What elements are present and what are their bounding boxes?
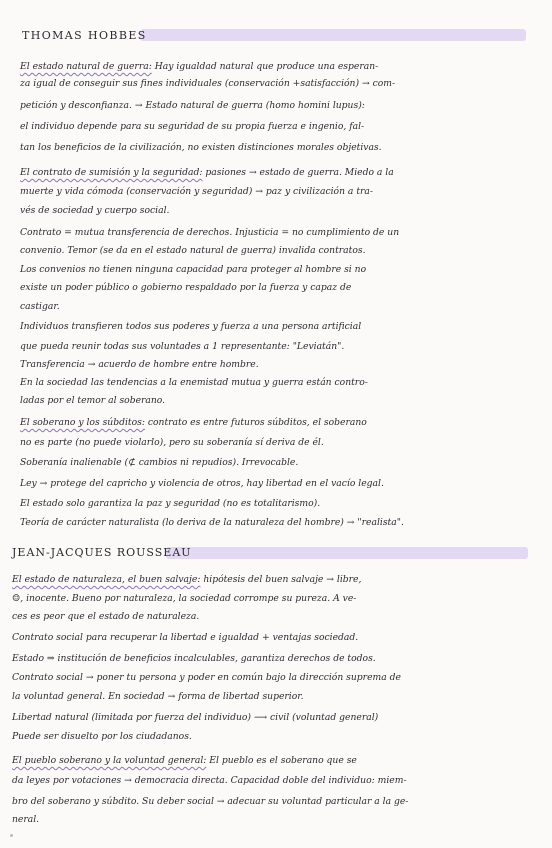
section-title-hobbes: THOMAS HOBBES (22, 29, 147, 42)
text-line: El estado solo garantiza la paz y seguridad (no es totalitarismo). (20, 498, 321, 509)
line-text: hipótesis del buen salvaje → libre, (200, 574, 362, 585)
text-line: el individuo depende para su seguridad de su propia fuerza e ingenio, fal- (20, 121, 365, 132)
page-dot (10, 834, 13, 837)
line-text: Hay igualdad natural que produce una esperan- (151, 61, 379, 72)
text-line: convenio. Temor (se da en el estado natural de guerra) invalida contratos. (20, 245, 366, 256)
text-line: Individuos transfieren todos sus poderes y fuerza a una persona artificial (20, 321, 362, 332)
text-line (20, 168, 538, 177)
title-highlight (166, 547, 528, 559)
text-line: Soberanía inalienable (⊄ cambios ni repudios). Irrevocable. (20, 457, 299, 468)
text-line: castigar. (20, 301, 60, 312)
text-line: Estado ⇒ institución de beneficios incalculables, garantiza derechos de todos. (12, 653, 376, 664)
text-line: En la sociedad las tendencias a la enemistad mutua y guerra están contro- (20, 377, 368, 388)
text-line: la voluntad general. En sociedad → forma de libertad superior. (12, 691, 304, 702)
text-line: za igual de conseguir sus fines individuales (conservación +satisfacción) → com- (20, 78, 396, 89)
section-title-rousseau: JEAN-JACQUES ROUSSEAU (12, 546, 192, 559)
text-line: Contrato social para recuperar la libertad e igualdad + ventajas sociedad. (12, 632, 359, 643)
subheading: El contrato de sumisión y la seguridad: (20, 167, 203, 178)
text-line: Contrato social → poner tu persona y poder en común bajo la dirección suprema de (12, 672, 401, 683)
line-text: El pueblo es el soberano que se (206, 755, 357, 766)
text-line: Transferencia → acuerdo de hombre entre hombre. (20, 359, 259, 370)
text-line (12, 575, 538, 584)
text-line: Contrato = mutua transferencia de derechos. Injusticia = no cumplimiento de un (20, 227, 400, 238)
text-line: tan los beneficios de la civilización, no existen distinciones morales objetivas. (20, 142, 382, 153)
text-line: da leyes por votaciones → democracia directa. Capacidad doble del individuo: miem- (12, 775, 407, 786)
text-line: neral. (12, 814, 40, 825)
text-line (12, 756, 538, 765)
subheading: El estado natural de guerra: (20, 61, 152, 72)
text-line: ☺, inocente. Bueno por naturaleza, la sociedad corrompe su pureza. A ve- (12, 593, 357, 604)
text-line: no es parte (no puede violarlo), pero su soberanía sí deriva de él. (20, 437, 324, 448)
text-line: petición y desconfianza. → Estado natural de guerra (homo homini lupus): (20, 100, 365, 111)
text-line: ladas por el temor al soberano. (20, 395, 166, 406)
text-line: Libertad natural (limitada por fuerza del individuo) ⟶ civil (voluntad general) (12, 712, 379, 723)
text-line: Teoría de carácter naturalista (lo deriva de la naturaleza del hombre) → "realista". (20, 517, 404, 528)
line-text: contrato es entre futuros súbditos, el soberano (144, 417, 367, 428)
text-line (20, 418, 538, 427)
subheading: El soberano y los súbditos: (20, 417, 145, 428)
text-line: Puede ser disuelto por los ciudadanos. (12, 731, 192, 742)
text-line: vés de sociedad y cuerpo social. (20, 205, 170, 216)
text-line: muerte y vida cómoda (conservación y seguridad) → paz y civilización a tra- (20, 186, 373, 197)
title-highlight (140, 29, 526, 41)
subheading: El pueblo soberano y la voluntad general: (12, 755, 207, 766)
text-line: existe un poder público o gobierno respaldado por la fuerza y capaz de (20, 282, 352, 293)
text-line (20, 62, 538, 71)
text-line: bro del soberano y súbdito. Su deber social → adecuar su voluntad particular a la ge- (12, 796, 409, 807)
text-line: ces es peor que el estado de naturaleza. (12, 611, 200, 622)
text-line: que pueda reunir todas sus voluntades a 1 representante: "Leviatán". (20, 341, 345, 352)
text-line: Los convenios no tienen ninguna capacidad para proteger al hombre si no (20, 264, 367, 275)
text-line: Ley → protege del capricho y violencia de otros, hay libertad en el vacío legal. (20, 478, 384, 489)
line-text: pasiones → estado de guerra. Miedo a la (202, 167, 394, 178)
subheading: El estado de naturaleza, el buen salvaje: (12, 574, 201, 585)
